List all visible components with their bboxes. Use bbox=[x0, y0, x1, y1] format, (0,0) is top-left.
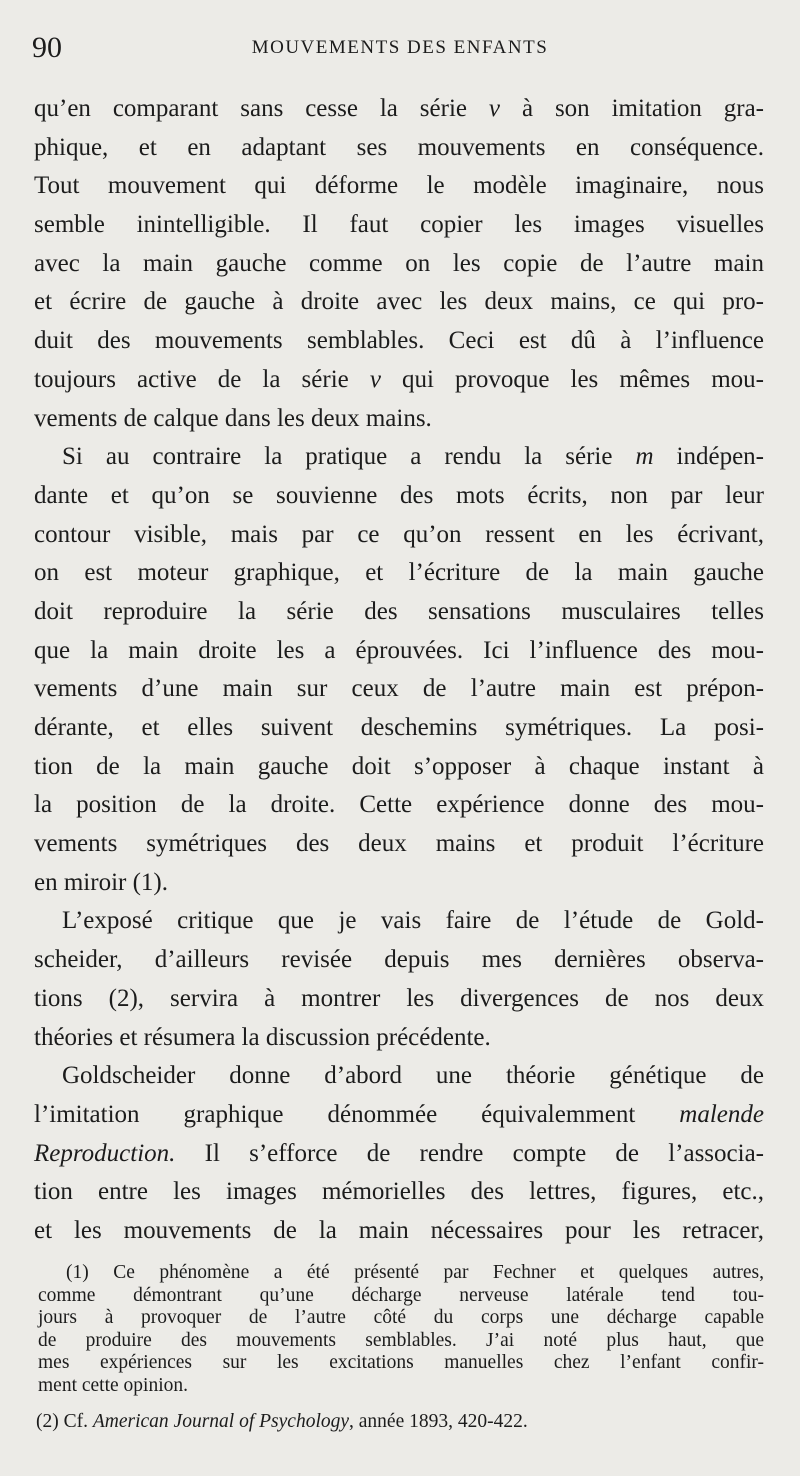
text-line bbox=[34, 941, 764, 980]
text-line bbox=[34, 206, 764, 245]
text-line bbox=[34, 593, 764, 632]
text-run: que la main droite les a éprouvées. Ici l’influence des mou- bbox=[34, 636, 764, 664]
text-line bbox=[34, 864, 764, 903]
text-run: toujours active de la série bbox=[34, 365, 370, 393]
running-head: MOUVEMENTS DES ENFANTS bbox=[251, 37, 549, 58]
text-run: Si au contraire la pratique a rendu la série bbox=[62, 443, 636, 471]
text-run: Tout mouvement qui déforme le modèle imaginaire, nous bbox=[34, 172, 764, 200]
text-line bbox=[34, 90, 764, 129]
footnote-line bbox=[38, 1352, 764, 1375]
page-header bbox=[30, 30, 770, 66]
text-line bbox=[34, 1135, 764, 1174]
text-line bbox=[34, 322, 764, 361]
text-line bbox=[34, 709, 764, 748]
text-line bbox=[34, 1019, 764, 1058]
text-run: à son imitation gra- bbox=[500, 95, 765, 122]
footnote-line bbox=[38, 1285, 764, 1308]
italic-text: malende bbox=[679, 1100, 764, 1128]
text-line bbox=[34, 361, 764, 400]
footnote-line bbox=[38, 1330, 764, 1353]
text-run: la position de la droite. Cette expérience donne des mou- bbox=[34, 791, 764, 819]
text-run: vements d’une main sur ceux de l’autre main est prépon- bbox=[34, 675, 764, 703]
text-line bbox=[34, 980, 764, 1019]
footnotes bbox=[38, 1262, 764, 1397]
text-run: indépen- bbox=[653, 443, 764, 471]
text-run: tion de la main gauche doit s’opposer à chaque instant à bbox=[34, 752, 764, 780]
italic-text: v bbox=[488, 95, 501, 122]
text-line bbox=[34, 516, 764, 555]
text-run: doit reproduire la série des sensations musculaires telles bbox=[34, 597, 764, 625]
text-run: comme démontrant qu’une décharge nerveuse latérale tend tou- bbox=[38, 1284, 764, 1306]
text-run: dante et qu’on se souvienne des mots écrits, non par leur bbox=[34, 481, 764, 509]
italic-text: American Journal of Psychology bbox=[92, 1411, 350, 1432]
text-line bbox=[34, 825, 764, 864]
text-run: (2) Cf. bbox=[36, 1411, 93, 1432]
text-line bbox=[34, 477, 764, 516]
text-run: semble inintelligible. Il faut copier les images visuelles bbox=[34, 211, 764, 239]
text-run: jours à provoquer de l’autre côté du corps une décharge capable bbox=[38, 1307, 764, 1328]
text-line bbox=[34, 129, 764, 168]
text-run: on est moteur graphique, et l’écriture de la main gauche bbox=[34, 559, 764, 587]
footnote-line bbox=[38, 1307, 764, 1330]
text-line bbox=[34, 1173, 764, 1212]
text-run: mes expériences sur les excitations manuelles chez l’enfant confir- bbox=[38, 1352, 764, 1373]
text-run: duit des mouvements semblables. Ceci est dû à l’influence bbox=[34, 327, 764, 355]
text-line bbox=[34, 1096, 764, 1135]
text-run: phique, et en adaptant ses mouvements en conséquence. bbox=[34, 133, 764, 161]
text-line bbox=[34, 554, 764, 593]
text-line bbox=[34, 1212, 764, 1251]
text-run: dérante, et elles suivent deschemins symétriques. La posi- bbox=[34, 714, 764, 741]
text-line bbox=[34, 632, 764, 671]
text-run: l’imitation graphique dénommée équivalemment bbox=[34, 1100, 680, 1128]
text-run: (1) Ce phénomène a été présenté par Fechner et quelques autres, bbox=[66, 1262, 764, 1283]
text-run: qui provoque les mêmes mou- bbox=[380, 365, 764, 393]
text-line bbox=[34, 902, 764, 941]
text-run: avec la main gauche comme on les copie de l’autre main bbox=[34, 249, 764, 277]
text-run: et écrire de gauche à droite avec les deux mains, ce qui pro- bbox=[34, 288, 764, 316]
footnote-line bbox=[38, 1262, 764, 1285]
text-line bbox=[34, 748, 764, 787]
text-run: ment cette opinion. bbox=[38, 1374, 189, 1396]
text-run: vements de calque dans les deux mains. bbox=[34, 404, 432, 432]
text-run: Goldscheider donne d’abord une théorie génétique de bbox=[62, 1062, 764, 1090]
text-run: tions (2), servira à montrer les divergences de nos deux bbox=[34, 984, 764, 1012]
text-run: tion entre les images mémorielles des lettres, figures, etc., bbox=[34, 1178, 764, 1206]
footnote-2 bbox=[36, 1410, 528, 1434]
text-run: théories et résumera la discussion précédente. bbox=[34, 1023, 491, 1051]
text-run: et les mouvements de la main nécessaires pour les retracer, bbox=[34, 1216, 764, 1244]
text-run: , année 1893, 420-422. bbox=[349, 1411, 528, 1432]
text-line bbox=[34, 400, 764, 439]
text-run: scheider, d’ailleurs revisée depuis mes dernières observa- bbox=[34, 946, 764, 974]
body-text bbox=[34, 90, 764, 1251]
text-line bbox=[34, 1057, 764, 1096]
text-run: en miroir (1). bbox=[34, 868, 168, 896]
text-line bbox=[34, 438, 764, 477]
text-run: qu’en comparant sans cesse la série bbox=[34, 95, 489, 122]
text-line bbox=[34, 245, 764, 284]
text-run: contour visible, mais par ce qu’on ressent en les écrivant, bbox=[34, 520, 764, 548]
footnote-line bbox=[38, 1375, 764, 1398]
text-line bbox=[34, 167, 764, 206]
text-run: L’exposé critique que je vais faire de l’étude de Gold- bbox=[62, 907, 764, 935]
text-line bbox=[34, 283, 764, 322]
text-run: vements symétriques des deux mains et produit l’écriture bbox=[34, 830, 764, 858]
text-run: Il s’efforce de rendre compte de l’associa- bbox=[175, 1139, 764, 1167]
italic-text: m bbox=[635, 443, 654, 471]
text-line bbox=[34, 786, 764, 825]
page-number: 90 bbox=[32, 31, 62, 64]
text-line bbox=[34, 670, 764, 709]
text-run: de produire des mouvements semblables. J’ai noté plus haut, que bbox=[38, 1329, 764, 1351]
italic-text: v bbox=[369, 365, 381, 393]
italic-text: Reproduction. bbox=[34, 1139, 176, 1167]
